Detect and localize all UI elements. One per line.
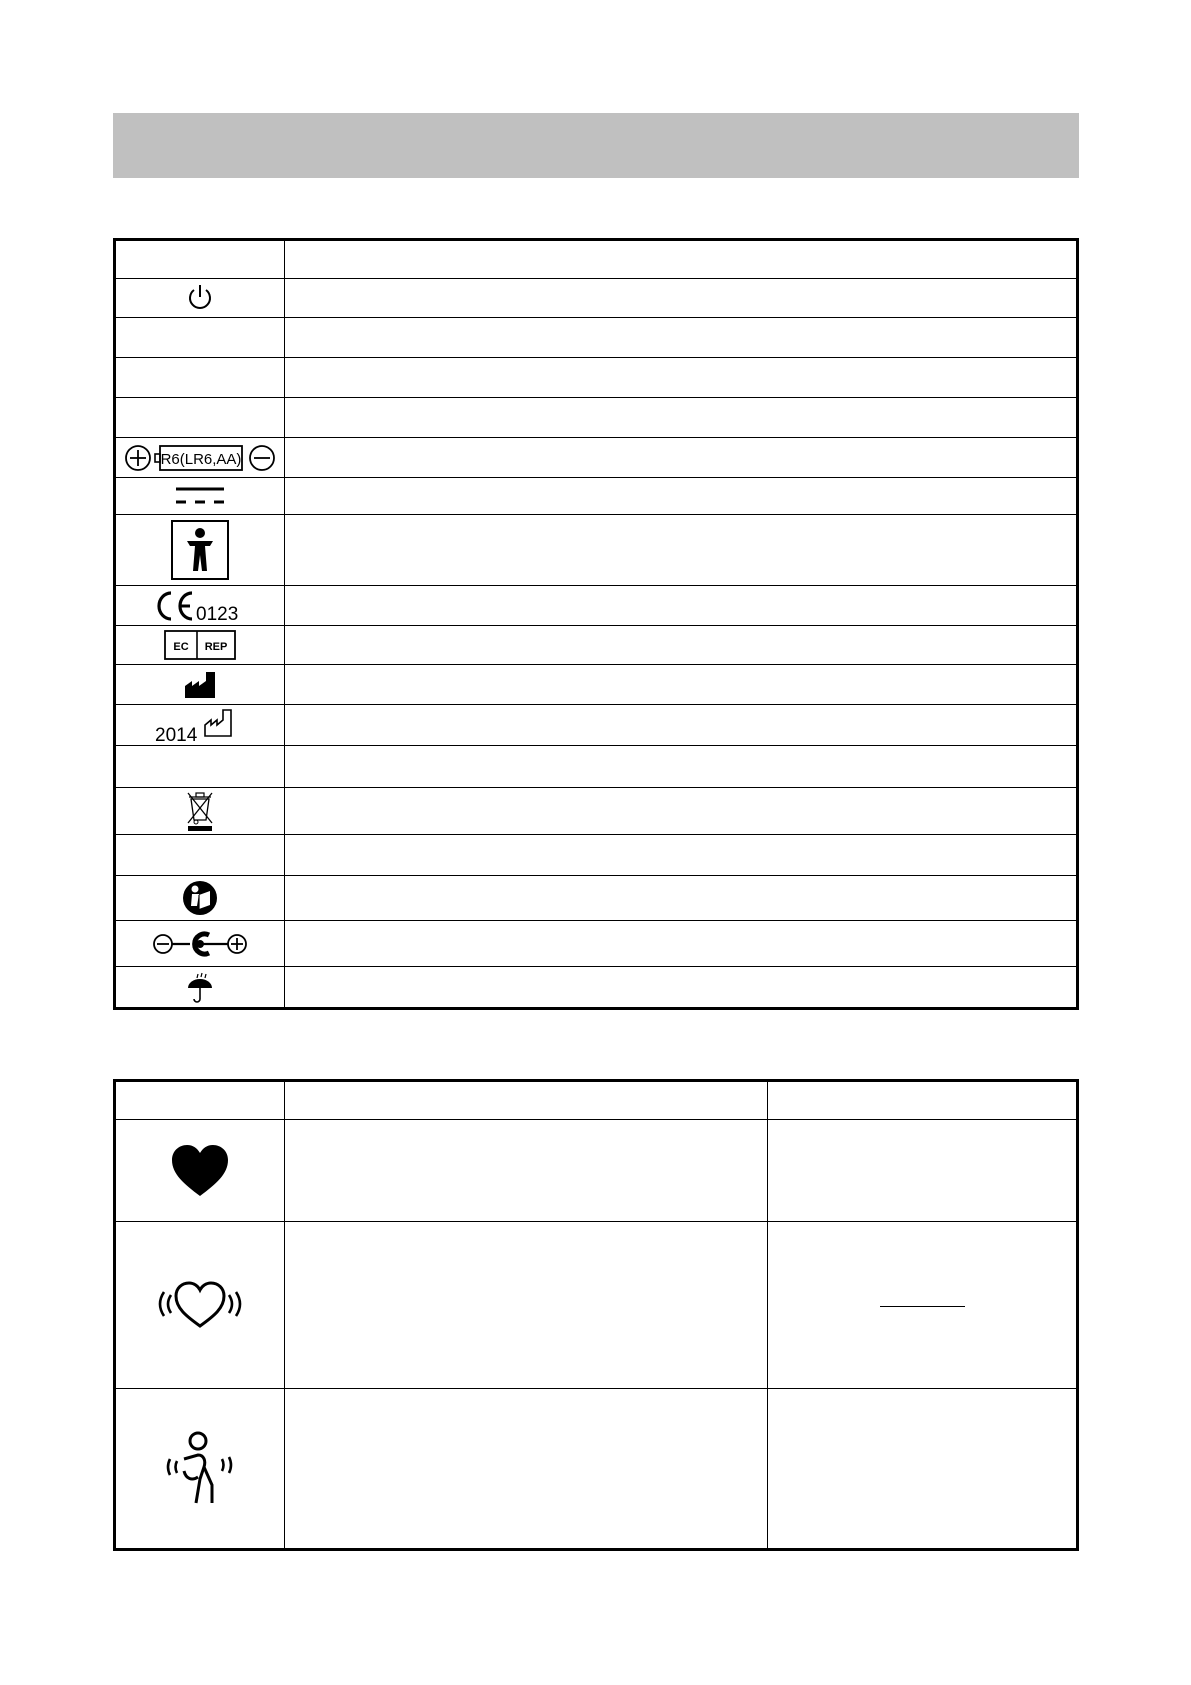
table-row [115, 835, 1078, 876]
table-row [115, 1120, 1078, 1222]
header-symbol-cell [115, 240, 285, 279]
dc-polarity-icon [152, 929, 248, 959]
table-row [115, 921, 1078, 967]
weee-bin-icon [185, 790, 215, 832]
table-header-row [115, 240, 1078, 279]
table-row [115, 478, 1078, 515]
ec-rep-icon [164, 630, 236, 660]
symbols-table [113, 238, 1079, 1010]
direct-current-icon [174, 484, 226, 508]
table-row [115, 665, 1078, 705]
power-icon [185, 282, 215, 314]
irregular-heartbeat-icon [148, 1278, 252, 1332]
header-remark-cell [768, 1081, 1078, 1120]
table-row [115, 586, 1078, 626]
table-row [115, 279, 1078, 318]
read-manual-icon [181, 879, 219, 917]
battery-label: R6(LR6,AA) [160, 450, 241, 468]
table-row [115, 876, 1078, 921]
table-header-row [115, 1081, 1078, 1120]
table-row [115, 967, 1078, 1009]
header-description-cell [285, 1081, 768, 1120]
table-row [115, 358, 1078, 398]
notified-body-number: 0123 [196, 603, 239, 624]
table-row [115, 1222, 1078, 1389]
header-description-cell [285, 240, 1078, 279]
ec-label: EC [173, 641, 189, 653]
table-row [115, 1389, 1078, 1550]
type-bf-applied-part-icon [170, 519, 230, 581]
rep-label: REP [204, 641, 228, 653]
manufacturer-icon [183, 670, 217, 700]
battery-icon [123, 443, 278, 473]
header-symbol-cell [115, 1081, 285, 1120]
display-symbols-table [113, 1079, 1079, 1551]
table-row [115, 318, 1078, 358]
table-row [115, 788, 1078, 835]
table-row [115, 515, 1078, 586]
table-row [115, 398, 1078, 438]
table-row [115, 746, 1078, 788]
table-row [115, 626, 1078, 665]
underline-mark [880, 1306, 965, 1307]
ce-mark-icon [152, 588, 248, 624]
heart-filled-icon [170, 1144, 230, 1198]
keep-dry-icon [185, 970, 215, 1004]
body-movement-icon [158, 1431, 242, 1507]
date-of-manufacture-icon [155, 706, 245, 744]
section-header-band [113, 113, 1079, 178]
manufacture-year: 2014 [155, 725, 198, 744]
table-row [115, 438, 1078, 478]
table-row [115, 705, 1078, 746]
